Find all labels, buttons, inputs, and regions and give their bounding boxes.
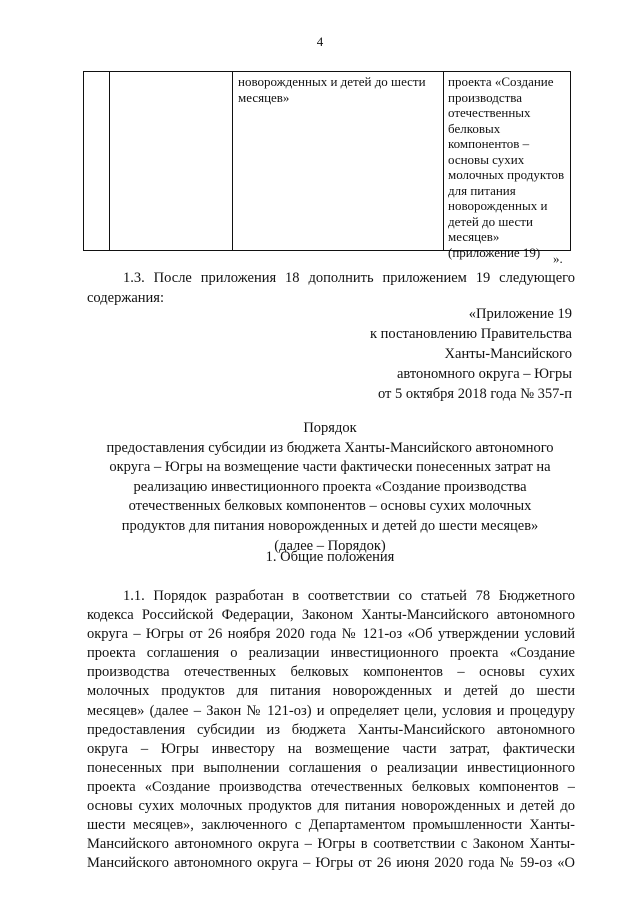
table-cell-project: проекта «Создание производства отечественных белковых компонентов – основы сухих молочных продуктов для питания новорожденных и детей до шести месяцев» (приложение 19)	[448, 74, 565, 260]
table-column-divider-3	[443, 72, 444, 250]
table-cell-description: новорожденных и детей до шести месяцев»	[238, 74, 426, 105]
continuation-table	[83, 71, 571, 260]
paragraph-1-1: 1.1. Порядок разработан в соответствии со статьей 78 Бюджетного кодекса Российской Федерации, Законом Ханты-Мансийского автономного округа – Югры от 26 ноября 2020 года № 121-оз «Об утверждении условий проекта соглашения о реализации инвестиционного проекта «Создание производства отечественных белковых компонентов – основы сухих молочных продуктов для питания новорожденных и детей до шести месяцев» (далее – Закон № 121-оз) и определяет цели, условия и процедуру предоставления субсидии из бюджета Ханты-Мансийского автономного округа – Югры инвестору на возмещение части затрат, фактически понесенных при выполнении соглашения о реализации инвестиционного проекта «Создание производства отечественных белковых компонентов – основы сухих молочных продуктов для питания новорожденных и детей до шести месяцев», заключенного с Департаментом промышленности Ханты- Мансийского автономного округа – Югры в соответствии с Законом Ханты- Мансийского автономного округа – Югры от 26 июня 2020 года № 59-оз «О	[87, 588, 575, 872]
amendment-paragraph: 1.3. После приложения 18 дополнить приложением 19 следующего содержания:	[87, 270, 575, 306]
page-number: 4	[316, 34, 324, 49]
table-closing-quote: ».	[553, 251, 563, 266]
table-column-divider-1	[109, 72, 110, 250]
table-column-divider-2	[232, 72, 233, 250]
section-heading: 1. Общие положения	[265, 549, 395, 565]
approval-block: «Приложение 19 к постановлению Правительства Ханты-Мансийского автономного округа – Югры от 5 октября 2018 года № 357-п	[370, 306, 572, 402]
document-title: Порядок предоставления субсидии из бюджета Ханты-Мансийского автономного округа – Югры на возмещение части фактически понесенных затрат на реализацию инвестиционного проекта «Создание производства отечественных белковых компонентов – основы сухих молочных продуктов для питания новорожденных и детей до шести месяцев» (далее – Порядок)	[106, 420, 554, 554]
